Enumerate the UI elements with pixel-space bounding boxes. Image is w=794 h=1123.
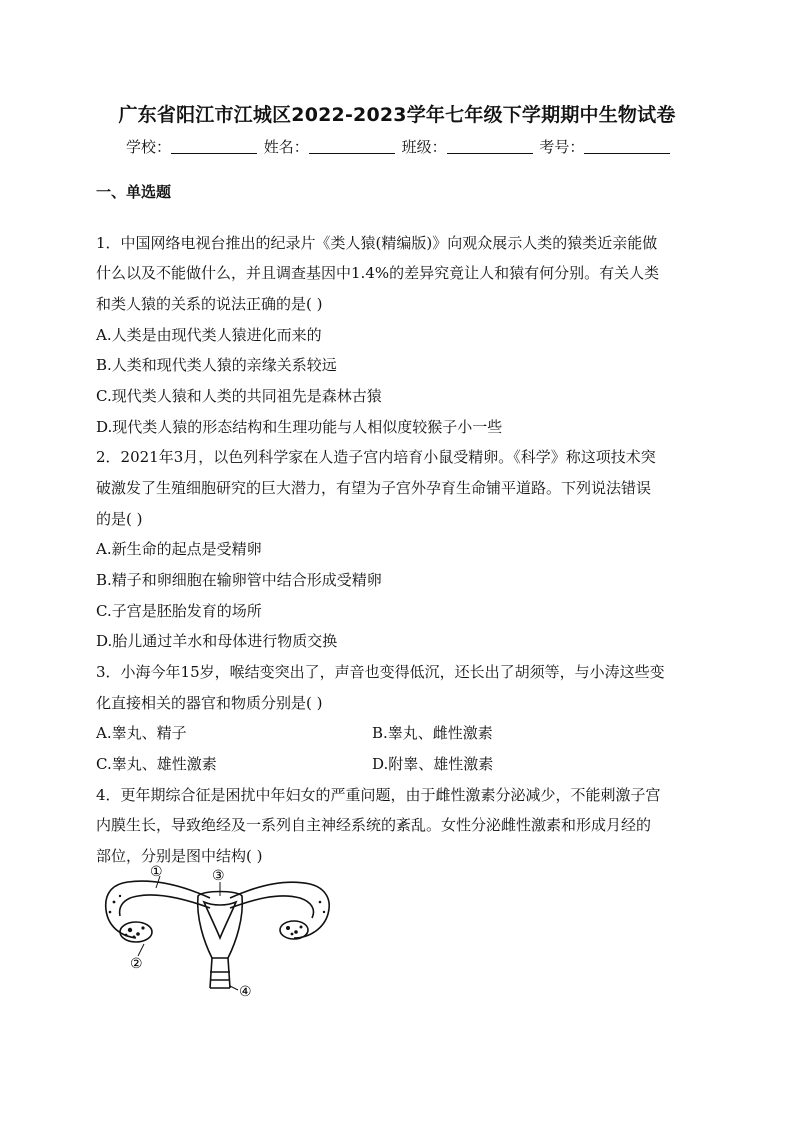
q2-option-c[interactable]: C.子宫是胚胎发育的场所 <box>96 602 262 620</box>
class-blank[interactable] <box>447 139 533 154</box>
school-label: 学校： <box>126 138 172 156</box>
label-1: ① <box>150 864 163 880</box>
q1-option-a[interactable]: A.人类是由现代类人猿进化而来的 <box>96 326 322 344</box>
page-title: 广东省阳江市江城区2022-2023学年七年级下学期期中生物试卷 <box>118 104 676 126</box>
q4-stem-line-2: 内膜生长，导致绝经及一系列自主神经系统的紊乱。女性分泌雌性激素和形成月经的 <box>96 816 652 834</box>
label-3: ③ <box>212 868 225 884</box>
q2-stem-line-3: 的是( ) <box>96 510 143 528</box>
q3-option-c[interactable]: C.睾丸、雄性激素 <box>96 755 217 773</box>
name-label: 姓名： <box>263 138 309 156</box>
uterus-diagram <box>98 860 338 1005</box>
q2-option-d[interactable]: D.胎儿通过羊水和母体进行物质交换 <box>96 632 338 650</box>
name-blank[interactable] <box>309 139 395 154</box>
q2-stem-line-1: 2．2021年3月，以色列科学家在人造子宫内培育小鼠受精卵。《科学》称这项技术突 <box>96 448 656 466</box>
school-blank[interactable] <box>171 139 257 154</box>
q3-stem-line-1: 3．小海今年15岁，喉结变突出了，声音也变得低沉，还长出了胡须等，与小涛这些变 <box>96 663 665 681</box>
exam-number-blank[interactable] <box>584 139 670 154</box>
q1-stem-line-2: 什么以及不能做什么，并且调查基因中1.4%的差异究竟让人和猿有何分别。有关人类 <box>96 264 660 282</box>
label-2: ② <box>130 956 143 972</box>
q2-option-a[interactable]: A.新生命的起点是受精卵 <box>96 540 262 558</box>
q2-stem-line-2: 破激发了生殖细胞研究的巨大潜力，有望为子宫外孕育生命铺平道路。下列说法错误 <box>96 479 652 497</box>
q3-option-b[interactable]: B.睾丸、雌性激素 <box>372 724 493 742</box>
q1-stem-line-1: 1．中国网络电视台推出的纪录片《类人猿(精编版)》向观众展示人类的猿类近亲能做 <box>96 234 658 252</box>
section-heading: 一、单选题 <box>96 183 172 201</box>
exam-number-label: 考号： <box>539 138 585 156</box>
q1-stem-line-3: 和类人猿的关系的说法正确的是( ) <box>96 295 323 313</box>
q1-option-c[interactable]: C.现代类人猿和人类的共同祖先是森林古猿 <box>96 387 382 405</box>
label-4: ④ <box>239 984 252 1000</box>
q2-option-b[interactable]: B.精子和卵细胞在输卵管中结合形成受精卵 <box>96 571 382 589</box>
q3-option-d[interactable]: D.附睾、雄性激素 <box>372 755 494 773</box>
q3-stem-line-2: 化直接相关的器官和物质分别是( ) <box>96 694 323 712</box>
q4-stem-line-1: 4．更年期综合征是困扰中年妇女的严重问题，由于雌性激素分泌减少，不能刺激子宫 <box>96 786 661 804</box>
q1-option-b[interactable]: B.人类和现代类人猿的亲缘关系较远 <box>96 356 337 374</box>
class-label: 班级： <box>401 138 447 156</box>
q4-stem-line-3: 部位，分别是图中结构( ) <box>96 847 263 865</box>
q1-option-d[interactable]: D.现代类人猿的形态结构和生理功能与人相似度较猴子小一些 <box>96 418 503 436</box>
student-info-line <box>126 136 672 157</box>
q3-option-a[interactable]: A.睾丸、精子 <box>96 724 187 742</box>
